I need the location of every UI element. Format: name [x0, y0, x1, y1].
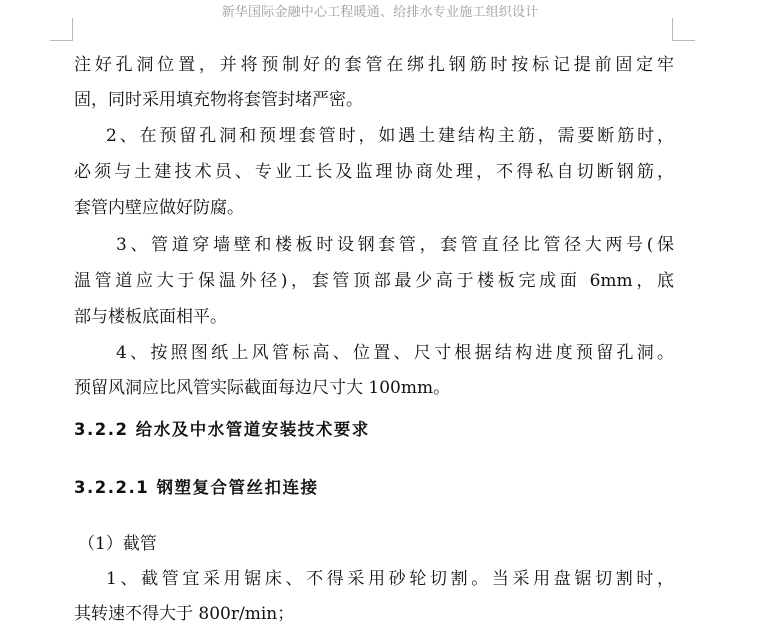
subsection-label: （1）截管	[78, 534, 157, 554]
margin-corner-mark-left	[50, 18, 73, 41]
body-text-line: 套管内壁应做好防腐。	[74, 198, 244, 218]
section-heading-3-2-2-1: 3.2.2.1 钢塑复合管丝扣连接	[74, 478, 319, 497]
paragraph-item-2: 2、在预留孔洞和预埋套管时，如遇土建结构主筋，需要断筋时，	[106, 126, 674, 146]
page-header: 新华国际金融中心工程暖通、给排水专业施工组织设计	[221, 5, 539, 20]
body-text-line: 注好孔洞位置，并将预制好的套管在绑扎钢筋时按标记提前固定牢	[74, 55, 674, 75]
body-text-line: 部与楼板底面相平。	[74, 307, 227, 327]
body-text-line: 必须与土建技术员、专业工长及监理协商处理，不得私自切断钢筋，	[74, 162, 674, 182]
body-text-line: 预留风洞应比风管实际截面每边尺寸大 100mm。	[74, 378, 451, 398]
paragraph-item-1: 1、截管宜采用锯床、不得采用砂轮切割。当采用盘锯切割时，	[106, 569, 674, 589]
body-text-line: 其转速不得大于 800r/min；	[74, 604, 295, 624]
section-heading-3-2-2: 3.2.2 给水及中水管道安装技术要求	[74, 420, 370, 439]
body-text-line: 固，同时采用填充物将套管封堵严密。	[74, 90, 363, 110]
paragraph-item-3: 3、管道穿墙壁和楼板时设钢套管，套管直径比管径大两号(保	[116, 235, 674, 255]
paragraph-item-4: 4、按照图纸上风管标高、位置、尺寸根据结构进度预留孔洞。	[116, 343, 674, 363]
body-text-line: 温管道应大于保温外径)，套管顶部最少高于楼板完成面 6mm，底	[74, 271, 674, 291]
margin-corner-mark-right	[672, 18, 695, 41]
